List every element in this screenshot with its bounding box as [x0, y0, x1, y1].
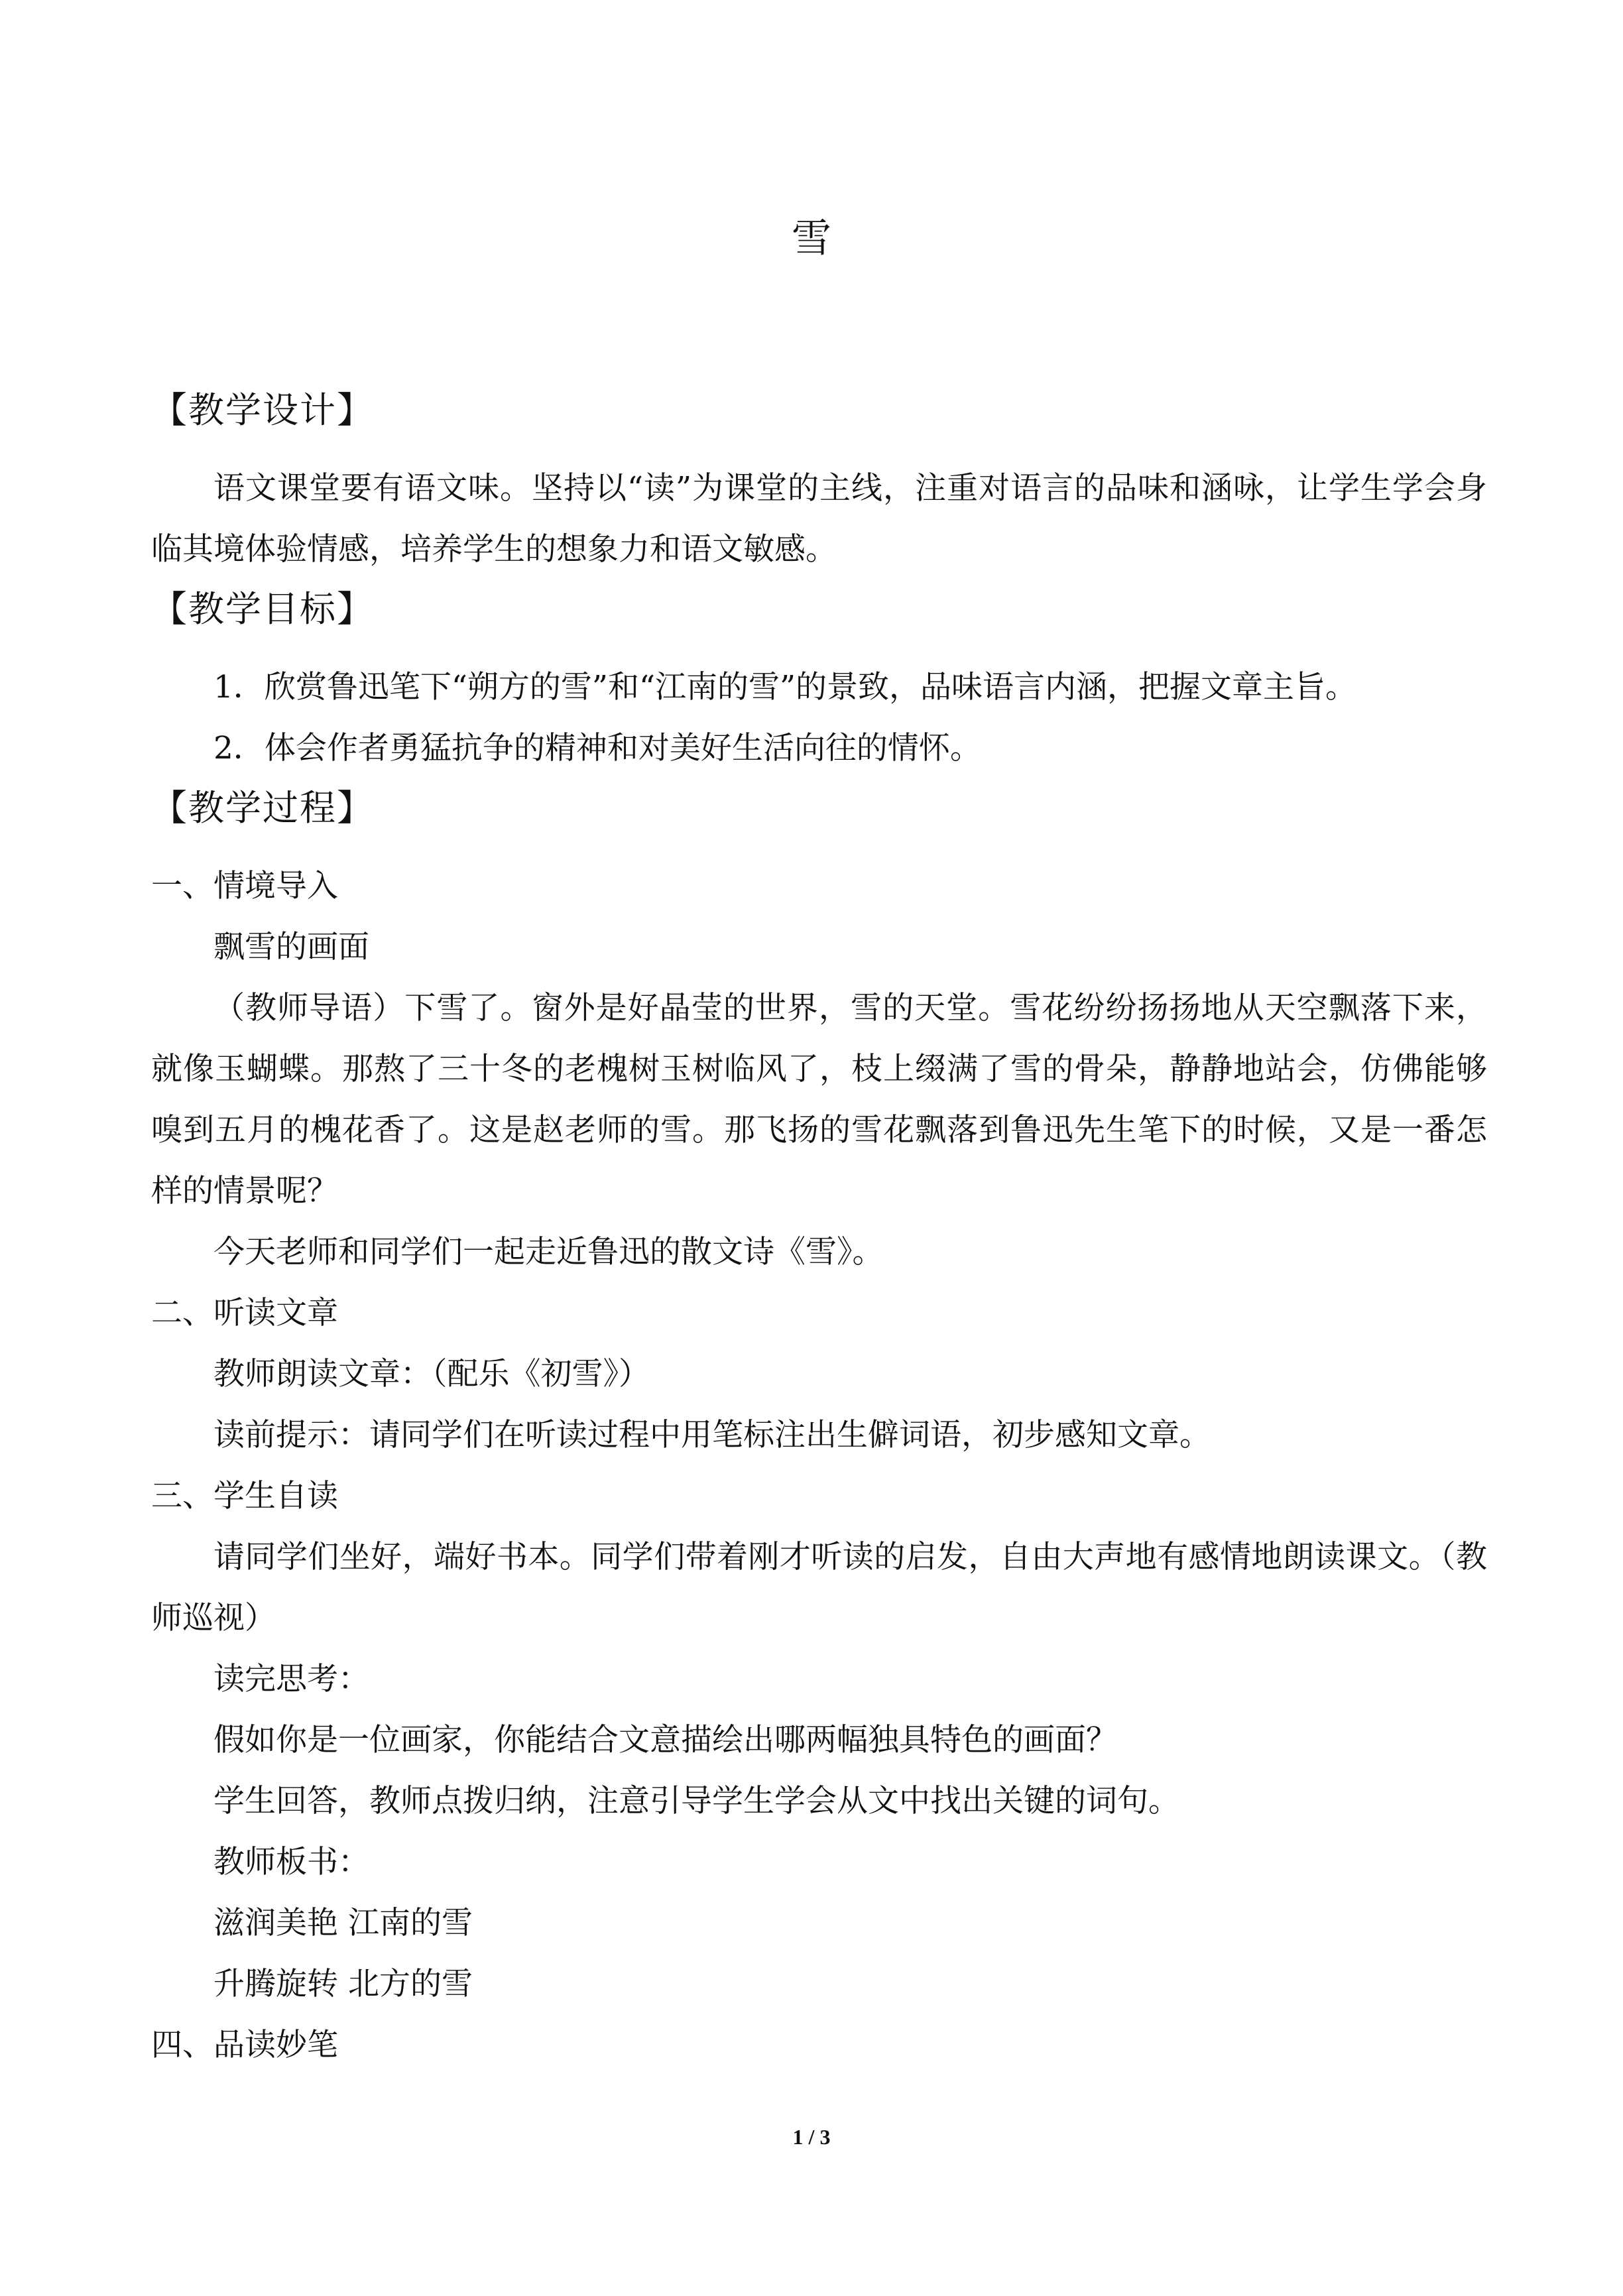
process-part4-title: 四、品读妙笔 — [151, 2027, 338, 2063]
goal-item-2: 2．体会作者勇猛抗争的精神和对美好生活向往的情怀。 — [213, 730, 981, 766]
document-title: 雪 — [792, 215, 831, 262]
process-part2-line2: 读前提示：请同学们在听读过程中用笔标注出生僻词语，初步感知文章。 — [213, 1417, 1211, 1453]
process-part3-line3: 假如你是一位画家，你能结合文意描绘出哪两幅独具特色的画面？ — [213, 1722, 1117, 1758]
process-part3-line2: 读完思考： — [213, 1661, 369, 1697]
section-heading-process: 【教学过程】 — [151, 787, 374, 829]
process-part1-sub: 飘雪的画面 — [213, 929, 369, 965]
process-part2-title: 二、听读文章 — [151, 1295, 338, 1331]
process-part1-lead: 今天老师和同学们一起走近鲁迅的散文诗《雪》。 — [213, 1234, 884, 1270]
process-part2-line1: 教师朗读文章：（配乐《初雪》） — [213, 1356, 650, 1392]
blackboard-line-1: 滋润美艳 江南的雪 — [213, 1905, 473, 1941]
goal-item-1: 1．欣赏鲁迅笔下“朔方的雪”和“江南的雪”的景致，品味语言内涵，把握文章主旨。 — [213, 669, 1357, 705]
page-number: 1 / 3 — [792, 2125, 831, 2149]
process-part3-line4: 学生回答，教师点拨归纳，注意引导学生学会从文中找出关键的词句。 — [213, 1783, 1179, 1819]
process-part1-intro: （教师导语）下雪了。窗外是好晶莹的世界，雪的天堂。雪花纷纷扬扬地从天空飘落下来，就像玉蝴蝶。那熬了三十冬的老槐树玉树临风了，枝上缀满了雪的骨朵，静静地站会，仿佛能够嗅到五月的槐花香了。这是赵老师的雪。那飞扬的雪花飘落到鲁迅先生笔下的时候，又是一番怎样的情景呢？ — [151, 990, 1487, 1209]
process-part1-title: 一、情境导入 — [151, 868, 338, 904]
process-part3-title: 三、学生自读 — [151, 1478, 338, 1514]
process-part3-line1: 请同学们坐好，端好书本。同学们带着刚才听读的启发，自由大声地有感情地朗读课文。（教师巡视） — [151, 1539, 1487, 1636]
blackboard-line-2: 升腾旋转 北方的雪 — [213, 1966, 473, 2002]
section-heading-design: 【教学设计】 — [151, 389, 374, 431]
process-part3-line5: 教师板书： — [213, 1844, 369, 1880]
section-heading-goals: 【教学目标】 — [151, 588, 374, 630]
document-body — [151, 381, 1487, 2076]
design-paragraph: 语文课堂要有语文味。坚持以“读”为课堂的主线，注重对语言的品味和涵咏，让学生学会身临其境体验情感，培养学生的想象力和语文敏感。 — [151, 470, 1487, 568]
